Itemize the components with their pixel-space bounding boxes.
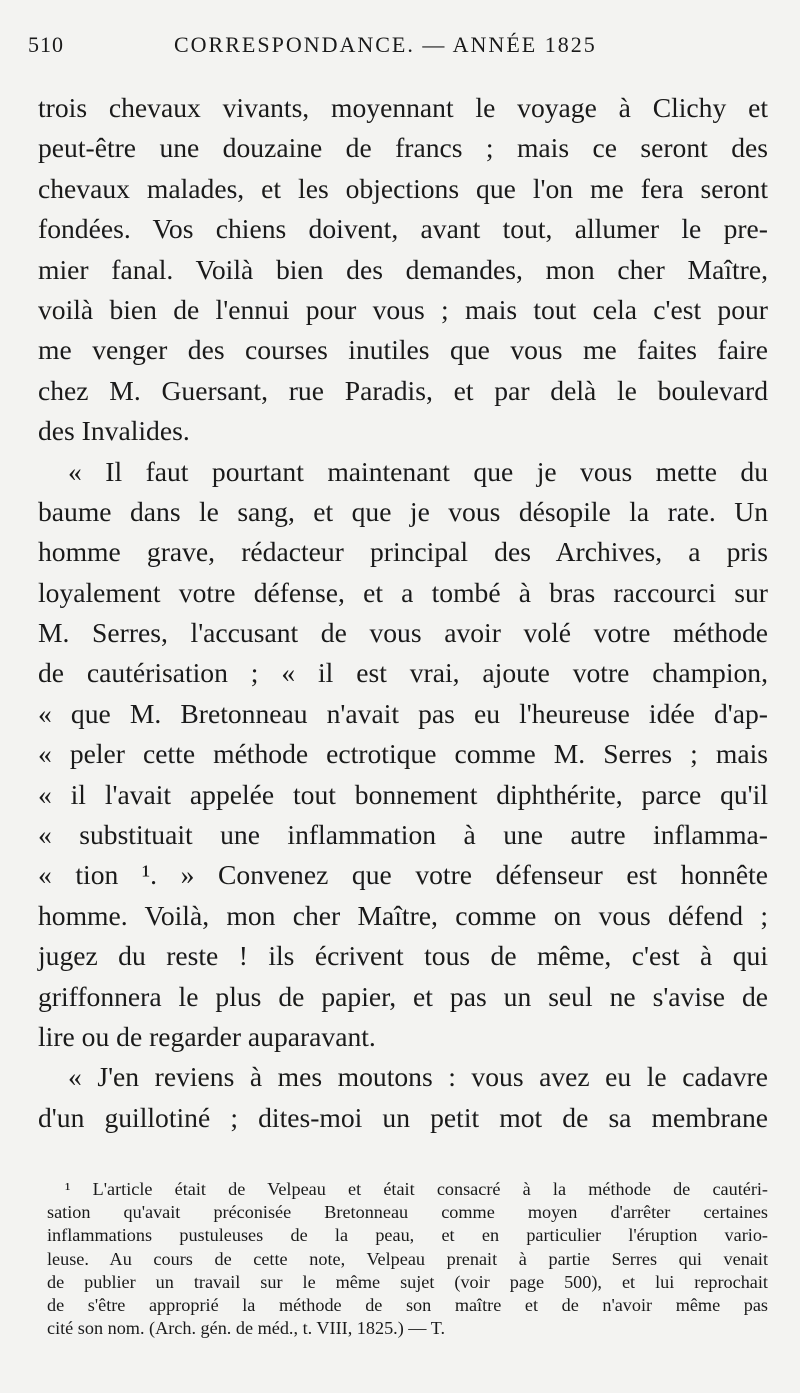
text-line: de cautérisation ; « il est vrai, ajoute votre champion, xyxy=(38,657,768,689)
text-line: lire ou de regarder auparavant. xyxy=(38,1020,376,1052)
footnote-line: inflammations pustuleuses de la peau, et en particulier l'éruption vario- xyxy=(47,1225,768,1246)
text-line: « tion ¹. » Convenez que votre défenseur est honnête xyxy=(38,859,768,891)
text-line: des Invalides. xyxy=(38,415,190,447)
footnote-line: cité son nom. (Arch. gén. de méd., t. VIII, 1825.) — T. xyxy=(47,1318,446,1339)
text-line: d'un guillotiné ; dites-moi un petit mot de sa membrane xyxy=(38,1101,768,1133)
text-line: chez M. Guersant, rue Paradis, et par delà le boulevard xyxy=(38,374,768,406)
text-line: mier fanal. Voilà bien des demandes, mon cher Maître, xyxy=(38,253,768,285)
text-line: trois chevaux vivants, moyennant le voyage à Clichy et xyxy=(38,92,768,123)
footnote-line: de s'être approprié la méthode de son maître et de n'avoir même pas xyxy=(47,1294,768,1315)
text-line: voilà bien de l'ennui pour vous ; mais tout cela c'est pour xyxy=(38,293,768,325)
text-line: loyalement votre défense, et a tombé à bras raccourci sur xyxy=(38,576,768,608)
footnote-line: leuse. Au cours de cette note, Velpeau prenait à partie Serres qui venait xyxy=(47,1248,768,1269)
text-line: « substituait une inflammation à une autre inflamma- xyxy=(38,819,768,851)
page-header xyxy=(28,32,770,68)
footnote xyxy=(47,1178,768,1340)
text-line: « il l'avait appelée tout bonnement diphthérite, parce qu'il xyxy=(38,778,768,810)
text-line: homme. Voilà, mon cher Maître, comme on vous défend ; xyxy=(38,899,768,931)
footnote-line: ¹ L'article était de Velpeau et était consacré à la méthode de cautéri- xyxy=(65,1179,768,1199)
body-text xyxy=(38,88,768,1138)
text-line: « que M. Bretonneau n'avait pas eu l'heureuse idée d'ap- xyxy=(38,697,768,729)
page-number: 510 xyxy=(28,32,64,57)
text-line: chevaux malades, et les objections que l'on me fera seront xyxy=(38,172,768,204)
text-line: baume dans le sang, et que je vous désopile la rate. Un xyxy=(38,495,768,527)
text-line: me venger des courses inutiles que vous me faites faire xyxy=(38,334,768,366)
text-line: jugez du reste ! ils écrivent tous de même, c'est à qui xyxy=(38,940,768,972)
running-title: CORRESPONDANCE. — ANNÉE 1825 xyxy=(174,32,597,57)
text-line: « Il faut pourtant maintenant que je vous mette du xyxy=(68,455,768,487)
footnote-line: sation qu'avait préconisée Bretonneau comme moyen d'arrêter certaines xyxy=(47,1202,768,1223)
text-line: griffonnera le plus de papier, et pas un seul ne s'avise de xyxy=(38,980,768,1012)
text-line: « J'en reviens à mes moutons : vous avez eu le cadavre xyxy=(68,1061,768,1093)
footnote-line: de publier un travail sur le même sujet (voir page 500), et lui reprochait xyxy=(47,1271,768,1292)
text-line: peut-être une douzaine de francs ; mais ce seront des xyxy=(38,132,768,164)
text-line: M. Serres, l'accusant de vous avoir volé votre méthode xyxy=(38,617,768,649)
text-line: fondées. Vos chiens doivent, avant tout, allumer le pre- xyxy=(38,213,768,245)
text-line: « peler cette méthode ectrotique comme M. Serres ; mais xyxy=(38,738,768,770)
text-line: homme grave, rédacteur principal des Archives, a pris xyxy=(38,536,768,568)
